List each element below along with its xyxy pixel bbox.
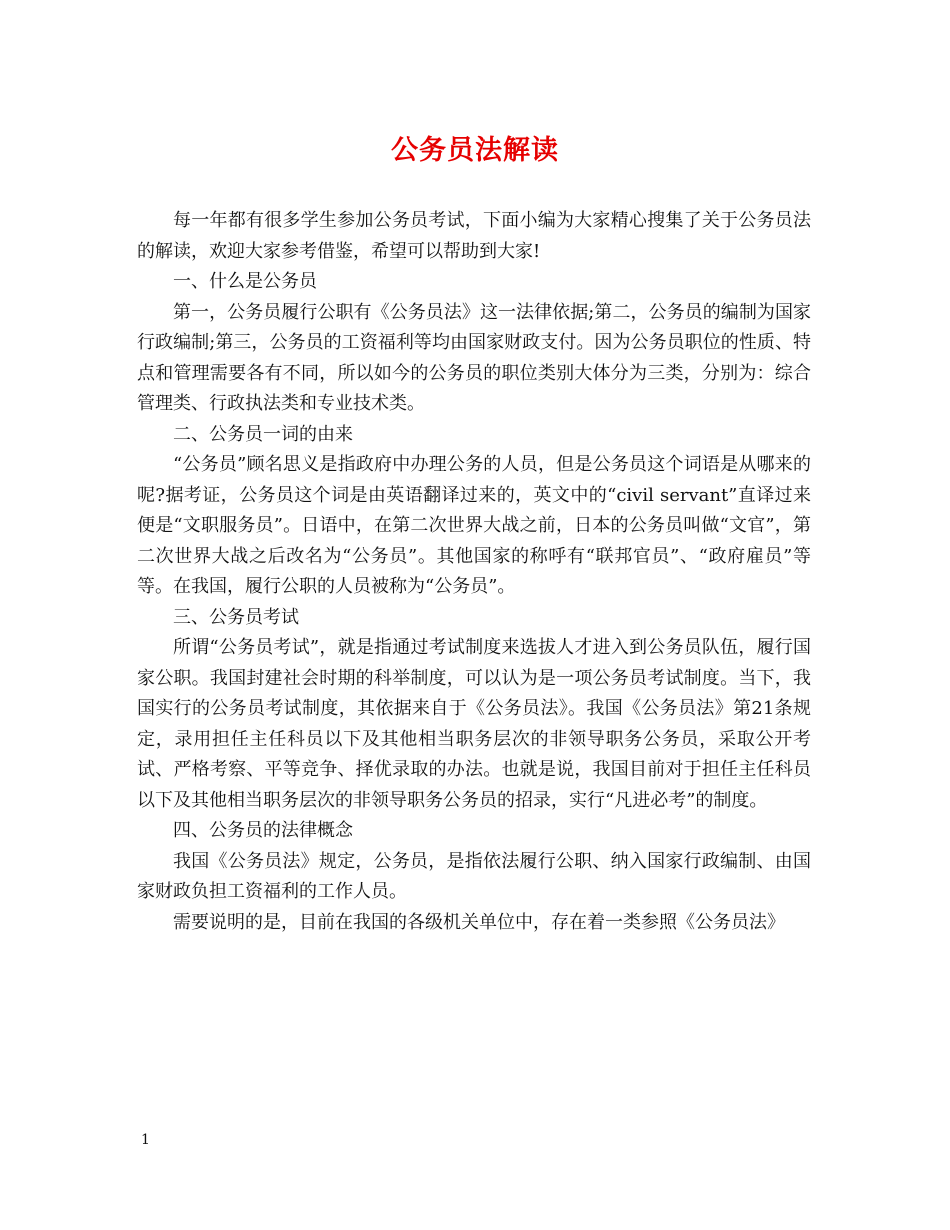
section-heading-civil-service-exam: 三、公务员考试 (173, 606, 299, 628)
paragraph-civil-service-exam: 所谓“公务员考试”，就是指通过考试制度来选拔人才进入到公务员队伍，履行国家公职。我国封建社会时期的科举制度，可以认为是一项公务员考试制度。当下，我国实行的公务员考试制度，其依据来自于《公务员法》。我国《公务员法》第21条规定，录用担任主任科员以下及其他相当职务层次的非领导职务公务员，采取公开考试、严格考察、平等竞争、择优录取的办法。也就是说，我国目前对于担任主任科员以下及其他相当职务层次的非领导职务公务员的招录，实行“凡进必考”的制度。 (137, 637, 811, 811)
section-heading-what-is-civil-servant: 一、什么是公务员 (173, 271, 317, 292)
page-number: 1 (141, 1132, 150, 1148)
document-title: 公务员法解读 (391, 135, 559, 166)
paragraph-what-is-civil-servant: 第一，公务员履行公职有《公务员法》这一法律依据;第二，公务员的编制为国家行政编制;第三，公务员的工资福利等均由国家财政支付。因为公务员职位的性质、特点和管理需要各有不同，所以如今的公务员的职位类别大体分为三类，分别为：综合管理类、行政执法类和专业技术类。 (137, 301, 811, 414)
paragraph-legal-concept: 我国《公务员法》规定，公务员，是指依法履行公职、纳入国家行政编制、由国家财政负担工资福利的工作人员。 (137, 850, 811, 902)
paragraph-note: 需要说明的是，目前在我国的各级机关单位中，存在着一类参照《公务员法》 (173, 911, 785, 933)
section-heading-legal-concept: 四、公务员的法律概念 (173, 820, 353, 841)
section-heading-origin-of-term: 二、公务员一词的由来 (173, 423, 353, 445)
paragraph-origin-of-term: “公务员”顾名思义是指政府中办理公务的人员，但是公务员这个词语是从哪来的呢?据考证，公务员这个词是由英语翻译过来的，英文中的“civil servant”直译过来便是“文职服务员”。日语中，在第二次世界大战之前，日本的公务员叫做“文官”，第二次世界大战之后改名为“公务员”。其他国家的称呼有“联邦官员”、“政府雇员”等等。在我国，履行公职的人员被称为“公务员”。 (137, 454, 811, 597)
document-body (137, 206, 811, 938)
paragraph-intro: 每一年都有很多学生参加公务员考试，下面小编为大家精心搜集了关于公务员法的解读，欢迎大家参考借鉴，希望可以帮助到大家! (137, 210, 811, 262)
